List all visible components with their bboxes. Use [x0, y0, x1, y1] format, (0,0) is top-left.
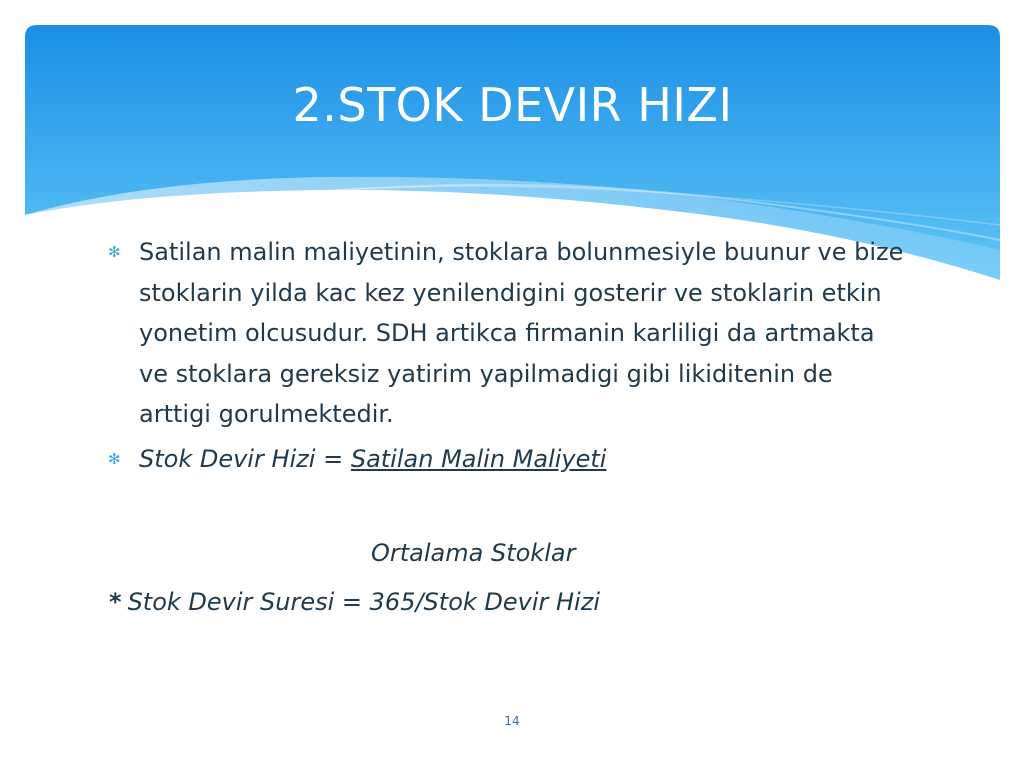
- bullet-marker-icon: ✻: [108, 449, 121, 468]
- formula-numerator: Satilan Malin Maliyeti: [350, 444, 607, 473]
- bullet-marker-icon: ✻: [108, 243, 121, 261]
- bullet-item-definition: [108, 232, 908, 435]
- bullet-text: Satilan malin maliyetinin, stoklara bolunmesiyle buunur ve bize stoklarin yilda kac kez yenilendigini gosterir ve stoklarin etkin yonetim olcusudur. SDH artikca firmanin karliligi da artmakta ve stoklara gereksiz yatirim yapilmadigi gibi likiditenin de arttigi gorulmektedir.: [139, 238, 904, 428]
- slide-body: [108, 232, 908, 479]
- formula-denominator: Ortalama Stoklar: [371, 539, 576, 567]
- star-line: [109, 582, 600, 622]
- slide-title: 2.STOK DEVIR HIZI: [292, 78, 733, 132]
- star-line-text: Stok Devir Suresi = 365/Stok Devir Hizi: [127, 588, 600, 616]
- asterisk-marker: *: [109, 588, 122, 616]
- bullet-item-formula: [108, 439, 908, 480]
- page-number: 14: [504, 714, 520, 728]
- formula-lhs: Stok Devir Hizi =: [139, 444, 351, 473]
